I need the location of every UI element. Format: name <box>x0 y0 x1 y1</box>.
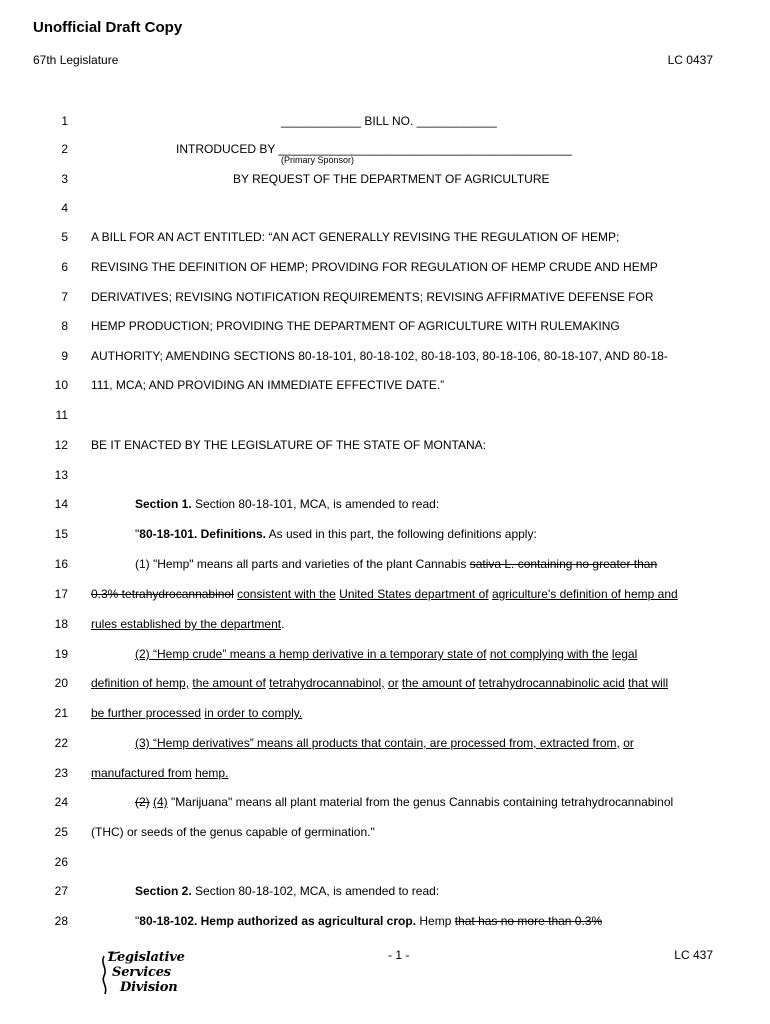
text-run: 111, MCA; AND PROVIDING AN IMMEDIATE EFFECTIVE DATE.” <box>91 378 445 392</box>
line-number: 12 <box>54 438 68 452</box>
text-run: BE IT ENACTED BY THE LEGISLATURE OF THE STATE OF MONTANA: <box>91 438 486 452</box>
line-number: 17 <box>54 587 68 601</box>
bill-line <box>0 913 770 929</box>
inserted-text: (3) “Hemp derivatives” means all products that contain, are processed from, extracted from, <box>135 736 620 750</box>
bill-line <box>0 171 770 187</box>
line-number: 21 <box>54 706 68 720</box>
line-text <box>176 141 572 157</box>
line-text <box>91 318 620 334</box>
bill-line <box>0 824 770 840</box>
text-run: (THC) or seeds of the genus capable of germination." <box>91 825 375 839</box>
bill-line <box>0 377 770 393</box>
text-run: " <box>135 914 140 928</box>
line-number: 10 <box>54 378 68 392</box>
bill-line <box>0 556 770 572</box>
bill-line <box>0 318 770 334</box>
inserted-text: definition of hemp, <box>91 676 190 690</box>
line-number: 8 <box>61 319 68 333</box>
bill-line <box>0 113 770 129</box>
bill-line <box>0 407 770 423</box>
inserted-text: tetrahydrocannabinolic acid <box>478 676 625 690</box>
bill-line <box>0 496 770 512</box>
text-run: . <box>281 617 285 631</box>
inserted-text: that will <box>628 676 669 690</box>
bill-line <box>0 586 770 602</box>
line-number: 13 <box>54 468 68 482</box>
line-text <box>135 526 537 542</box>
inserted-text: legal <box>611 647 638 661</box>
logo-line-division: Division <box>120 980 178 995</box>
inserted-text: manufactured from <box>91 766 192 780</box>
text-run: REVISING THE DEFINITION OF HEMP; PROVIDING FOR REGULATION OF HEMP CRUDE AND HEMP <box>91 260 658 274</box>
inserted-text: (4) <box>153 795 168 809</box>
bill-line <box>0 229 770 245</box>
line-number: 3 <box>61 172 68 186</box>
line-text <box>135 913 602 929</box>
line-text <box>91 824 375 840</box>
line-text <box>91 437 486 453</box>
text-run: Section 80-18-101, MCA, is amended to read: <box>191 497 440 511</box>
text-run: Hemp <box>416 914 455 928</box>
line-number: 27 <box>54 884 68 898</box>
line-number: 20 <box>54 676 68 690</box>
line-text <box>91 259 658 275</box>
line-text <box>91 586 678 602</box>
bold-text: Section 2. <box>135 884 192 898</box>
deleted-text: sativa L. containing no greater than <box>469 557 658 571</box>
deleted-text: 0.3% tetrahydrocannabinol <box>91 587 234 601</box>
inserted-text: consistent with the <box>237 587 336 601</box>
bill-line <box>0 765 770 781</box>
bill-line <box>0 883 770 899</box>
bill-line <box>0 854 770 870</box>
line-text <box>91 765 228 781</box>
line-number: 18 <box>54 617 68 631</box>
line-text <box>135 794 673 810</box>
bill-line <box>0 437 770 453</box>
line-number: 5 <box>61 230 68 244</box>
bill-line <box>0 289 770 305</box>
text-run: BY REQUEST OF THE DEPARTMENT OF AGRICULTURE <box>233 172 550 186</box>
bill-line <box>0 259 770 275</box>
line-text <box>91 675 668 691</box>
draft-title: Unofficial Draft Copy <box>33 19 183 36</box>
inserted-text: agriculture's definition of hemp and <box>491 587 678 601</box>
line-text <box>91 616 284 632</box>
bill-line <box>0 675 770 691</box>
line-text <box>91 229 619 245</box>
line-number: 19 <box>54 647 68 661</box>
line-text <box>233 171 550 187</box>
line-text <box>135 883 439 899</box>
inserted-text: not complying with the <box>489 647 609 661</box>
bold-text: 80-18-101. Definitions. <box>139 527 266 541</box>
bold-text: 80-18-102. Hemp authorized as agricultural crop. <box>139 914 417 928</box>
line-number: 26 <box>54 855 68 869</box>
text-run: A BILL FOR AN ACT ENTITLED: “AN ACT GENERALLY REVISING THE REGULATION OF HEMP; <box>91 230 620 244</box>
bill-line <box>0 705 770 721</box>
bill-line <box>0 467 770 483</box>
line-text <box>135 556 657 572</box>
legislative-services-division-logo <box>98 950 188 1002</box>
line-text <box>281 113 497 129</box>
line-number: 24 <box>54 795 68 809</box>
line-text <box>91 705 302 721</box>
inserted-text: or <box>623 736 634 750</box>
inserted-text: (2) “Hemp crude” means a hemp derivative in a temporary state of <box>135 647 487 661</box>
line-number: 7 <box>61 290 68 304</box>
inserted-text: hemp. <box>195 766 229 780</box>
legislature-label: 67th Legislature <box>33 53 119 67</box>
text-run: INTRODUCED BY ____________________________________________ <box>176 142 573 156</box>
inserted-text: or <box>387 676 399 690</box>
line-number: 25 <box>54 825 68 839</box>
bill-line <box>0 200 770 216</box>
line-number: 9 <box>61 349 68 363</box>
line-number: 28 <box>54 914 68 928</box>
bold-text: Section 1. <box>135 497 192 511</box>
bill-line <box>0 794 770 810</box>
text-run: (1) "Hemp" means all parts and varieties of the plant Cannabis <box>135 557 470 571</box>
line-number: 6 <box>61 260 68 274</box>
line-text <box>135 646 637 662</box>
deleted-text: that has no more than 0.3% <box>454 914 603 928</box>
line-number: 4 <box>61 201 68 215</box>
bill-line <box>0 526 770 542</box>
inserted-text: the amount of <box>401 676 476 690</box>
bill-line <box>0 646 770 662</box>
bill-line <box>0 141 770 157</box>
line-text <box>135 735 634 751</box>
line-number: 1 <box>61 114 68 128</box>
logo-line-legislative: Legislative <box>108 950 185 965</box>
line-number: 23 <box>54 766 68 780</box>
logo-line-services: Services <box>112 965 171 980</box>
inserted-text: United States department of <box>339 587 489 601</box>
text-run: Section 80-18-102, MCA, is amended to read: <box>191 884 440 898</box>
text-run: "Marijuana" means all plant material from the genus Cannabis containing tetrahydrocannabinol <box>167 795 674 809</box>
line-text <box>135 496 439 512</box>
lc-number: LC 0437 <box>667 53 713 67</box>
line-text <box>91 348 668 364</box>
bill-line <box>0 348 770 364</box>
text-run: " <box>135 527 140 541</box>
text-run: DERIVATIVES; REVISING NOTIFICATION REQUIREMENTS; REVISING AFFIRMATIVE DEFENSE FOR <box>91 290 654 304</box>
inserted-text: be further processed <box>91 706 202 720</box>
line-number: 2 <box>61 142 68 156</box>
line-number: 15 <box>54 527 68 541</box>
inserted-text: the amount of <box>192 676 266 690</box>
line-number: 16 <box>54 557 68 571</box>
bill-line <box>0 616 770 632</box>
inserted-text: in order to comply. <box>204 706 303 720</box>
bill-line <box>0 735 770 751</box>
line-number: 22 <box>54 736 68 750</box>
primary-sponsor-note: (Primary Sponsor) <box>281 155 355 165</box>
footer-lc-number: LC 437 <box>674 948 713 962</box>
text-run: AUTHORITY; AMENDING SECTIONS 80-18-101, 80-18-102, 80-18-103, 80-18-106, 80-18-107, AND 80-18- <box>91 349 668 363</box>
inserted-text: tetrahydrocannabinol, <box>269 676 385 690</box>
page-number: - 1 - <box>388 948 410 962</box>
inserted-text: rules established by the department <box>91 617 282 631</box>
deleted-text: (2) <box>135 795 150 809</box>
text-run: HEMP PRODUCTION; PROVIDING THE DEPARTMENT OF AGRICULTURE WITH RULEMAKING <box>91 319 620 333</box>
line-text <box>91 377 444 393</box>
text-run: ____________ BILL NO. ____________ <box>281 114 497 128</box>
line-number: 11 <box>55 408 68 422</box>
line-text <box>91 289 654 305</box>
line-number: 14 <box>54 497 68 511</box>
text-run: As used in this part, the following definitions apply: <box>265 527 537 541</box>
